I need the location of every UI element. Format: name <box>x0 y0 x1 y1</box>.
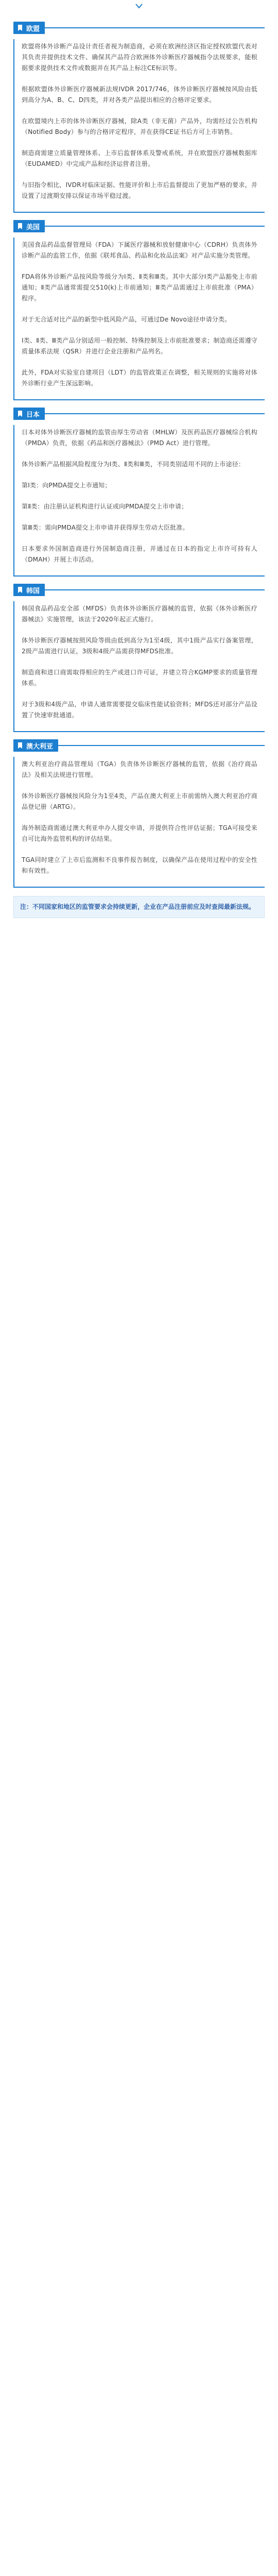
section <box>13 220 265 400</box>
top-decoration <box>0 0 278 14</box>
paragraph: 海外制造商需通过澳大利亚申办人提交申请，并提供符合性评估证据；TGA可接受来自可比海外监管机构的评估结果。 <box>22 824 257 842</box>
section-body <box>13 39 265 213</box>
section-body <box>13 238 265 400</box>
paragraph: 对于无合适对比产品的新型中低风险产品，可通过De Novo途径申请分类。 <box>22 316 231 323</box>
paragraph: 与旧指令相比，IVDR对临床证据、性能评价和上市后监督提出了更加严格的要求，并设置了过渡期安排以保证市场平稳过渡。 <box>22 181 257 199</box>
paragraph: FDA将体外诊断产品按风险等级分为Ⅰ类、Ⅱ类和Ⅲ类。其中大部分Ⅰ类产品豁免上市前通知；Ⅱ类产品通常需提交510(k)上市前通知；Ⅲ类产品需通过上市前批准（PMA）程序。 <box>22 273 257 302</box>
section-title: 日本 <box>26 411 40 419</box>
paragraph: 欧盟将体外诊断产品设计责任者视为制造商，必须在欧洲经济区指定授权欧盟代表对其负责并提供技术文件、确保其产品符合欧洲体外诊断医疗器械指令法规要求，能根据要求提供技术文件或数据并在其产品上标注CE标识等。 <box>22 43 257 72</box>
section-header <box>13 220 265 232</box>
section-title: 欧盟 <box>26 25 40 33</box>
section-divider <box>45 226 265 227</box>
section-tag <box>13 584 45 596</box>
bookmark-icon <box>16 24 24 31</box>
paragraph: 根据欧盟体外诊断医疗器械新法规IVDR 2017/746，体外诊断医疗器械按风险由低到高分为A、B、C、D四类，并对各类产品提出相应的合格评定要求。 <box>22 86 257 104</box>
paragraph: 体外诊断产品根据风险程度分为Ⅰ类、Ⅱ类和Ⅲ类，不同类别适用不同的上市途径： <box>22 461 245 468</box>
article-content <box>0 22 278 888</box>
section-tag <box>13 220 45 232</box>
paragraph: Ⅰ类、Ⅱ类、Ⅲ类产品分别适用一般控制、特殊控制及上市前批准要求；制造商还需遵守质量体系法规（QSR）并进行企业注册和产品列名。 <box>22 337 257 355</box>
paragraph: 对于3级和4级产品，申请人通常需要提交临床性能试验资料；MFDS还对部分产品设置了快速审批通道。 <box>22 701 257 719</box>
section-header <box>13 408 265 420</box>
paragraph: 日本对体外诊断医疗器械的监管由厚生劳动省（MHLW）及医药品医疗器械综合机构（PMDA）负责，依据《药品和医疗器械法》（PMD Act）进行管理。 <box>22 429 257 447</box>
paragraph: 澳大利亚治疗商品管理局（TGA）负责体外诊断医疗器械的监管，依据《治疗商品法》及相关法规进行管理。 <box>22 760 257 778</box>
section-body <box>13 601 265 732</box>
section-body <box>13 757 265 888</box>
paragraph: 制造商和进口商需取得相应的生产或进口许可证，并建立符合KGMP要求的质量管理体系。 <box>22 669 257 687</box>
paragraph: 韩国食品药品安全部（MFDS）负责体外诊断医疗器械的监管，依据《体外诊断医疗器械法》实施管理，该法于2020年起正式施行。 <box>22 605 257 623</box>
chevron-down-icon <box>135 3 143 9</box>
paragraph: 此外，FDA对实验室自建项目（LDT）的监管政策正在调整，相关规则的实施将对体外诊断行业产生深远影响。 <box>22 369 257 387</box>
section-divider <box>58 745 265 746</box>
paragraph: 第Ⅰ类：向PMDA提交上市通知； <box>22 482 111 489</box>
bookmark-icon <box>16 742 24 749</box>
paragraph: 体外诊断医疗器械按照风险等级由低到高分为1至4级，其中1级产品实行备案管理，2级产品需进行认证，3级和4级产品需获得MFDS批准。 <box>22 637 257 655</box>
section-divider <box>45 589 265 590</box>
paragraph: 日本要求外国制造商进行外国制造商注册，并通过在日本的指定上市许可持有人（DMAH）开展上市活动。 <box>22 545 257 563</box>
section-header <box>13 739 265 752</box>
section-header <box>13 584 265 596</box>
section-tag <box>13 22 45 34</box>
section-body <box>13 425 265 577</box>
section-title: 美国 <box>26 223 40 231</box>
paragraph: 在欧盟境内上市的体外诊断医疗器械，除A类（非无菌）产品外，均需经过公告机构（Notified Body）参与的合格评定程序，并在获得CE证书后方可上市销售。 <box>22 117 257 135</box>
paragraph: 第Ⅲ类：需向PMDA提交上市申请并获得厚生劳动大臣批准。 <box>22 524 189 531</box>
note-box <box>13 896 265 918</box>
section <box>13 408 265 577</box>
section <box>13 739 265 888</box>
section-divider <box>45 413 265 414</box>
bookmark-icon <box>16 223 24 230</box>
section <box>13 584 265 732</box>
section-tag <box>13 739 58 752</box>
section <box>13 22 265 213</box>
paragraph: 制造商需建立质量管理体系、上市后监督体系及警戒系统，并在欧盟医疗器械数据库（EUDAMED）中完成产品和经济运营者注册。 <box>22 149 257 167</box>
bookmark-icon <box>16 410 24 417</box>
note-text: 注：不同国家和地区的监管要求会持续更新，企业在产品注册前应及时查阅最新法规。 <box>20 903 255 910</box>
paragraph: TGA同时建立了上市后监测和不良事件报告制度，以确保产品在使用过程中的安全性和有效性。 <box>22 856 257 874</box>
paragraph: 美国食品药品监督管理局（FDA）下属医疗器械和放射健康中心（CDRH）负责体外诊断产品的监管工作，依据《联邦食品、药品和化妆品法案》对产品实施分类管理。 <box>22 241 257 259</box>
section-header <box>13 22 265 34</box>
bookmark-icon <box>16 586 24 594</box>
paragraph: 第Ⅱ类：由注册认证机构进行认证或向PMDA提交上市申请； <box>22 503 188 510</box>
paragraph: 体外诊断医疗器械按风险分为1至4类，产品在澳大利亚上市前需纳入澳大利亚治疗商品登记册（ARTG）。 <box>22 792 257 810</box>
section-title: 韩国 <box>26 587 40 595</box>
section-title: 澳大利亚 <box>26 742 54 751</box>
section-divider <box>45 27 265 28</box>
section-tag <box>13 408 45 420</box>
